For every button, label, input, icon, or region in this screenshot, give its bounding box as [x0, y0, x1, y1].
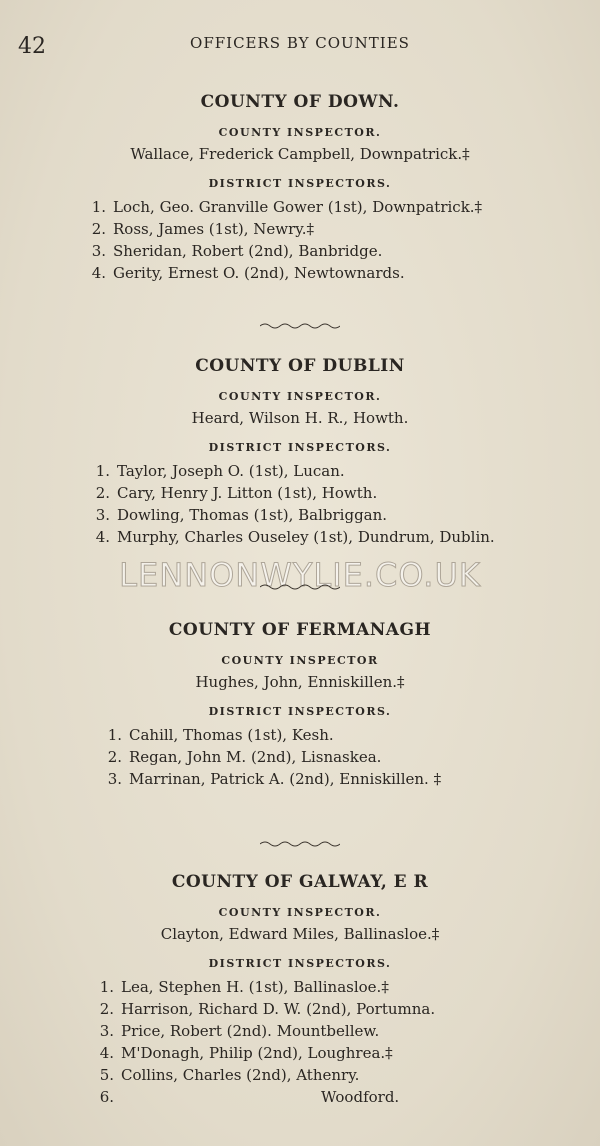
item-text: Price, Robert (2nd). Mountbellew.	[121, 1022, 380, 1040]
list-item	[92, 1042, 600, 1064]
list-item	[92, 1086, 600, 1108]
district-inspectors-heading: DISTRICT INSPECTORS.	[208, 441, 392, 454]
item-number: 3.	[99, 1022, 114, 1040]
county-inspector-heading: COUNTY INSPECTOR.	[218, 126, 382, 139]
item-text: Murphy, Charles Ouseley (1st), Dundrum, Dublin.	[117, 528, 495, 546]
item-text: M'Donagh, Philip (2nd), Loughrea.‡	[121, 1044, 393, 1062]
county-title: COUNTY OF DUBLIN	[195, 356, 405, 376]
item-text: Gerity, Ernest O. (2nd), Newtownards.	[113, 264, 405, 282]
list-item	[88, 482, 600, 504]
list-item	[84, 218, 600, 240]
item-number: 2.	[91, 220, 106, 238]
district-inspectors-heading: DISTRICT INSPECTORS.	[208, 177, 392, 190]
section-divider	[0, 322, 600, 330]
list-item	[92, 998, 600, 1020]
item-number: 3.	[91, 242, 106, 260]
item-number: 1.	[91, 198, 106, 216]
item-number: 4.	[95, 528, 110, 546]
list-item	[92, 1064, 600, 1086]
item-text: Taylor, Joseph O. (1st), Lucan.	[117, 462, 345, 480]
item-number: 1.	[99, 978, 114, 996]
item-text: Loch, Geo. Granville Gower (1st), Downpatrick.‡	[113, 198, 483, 216]
item-number: 5.	[99, 1066, 114, 1084]
section-county-dublin	[0, 356, 600, 548]
county-inspector-heading: COUNTY INSPECTOR	[221, 654, 379, 667]
county-inspector-heading: COUNTY INSPECTOR.	[218, 390, 382, 403]
watermark: LENNONWYLIE.CO.UK	[119, 556, 481, 594]
district-inspectors-list	[92, 976, 600, 1108]
district-inspectors-heading: DISTRICT INSPECTORS.	[208, 957, 392, 970]
item-text: Woodford.	[321, 1088, 400, 1106]
item-text: Lea, Stephen H. (1st), Ballinasloe.‡	[121, 978, 389, 996]
item-number: 3.	[107, 770, 122, 788]
section-divider	[0, 840, 600, 848]
county-title: COUNTY OF GALWAY, E R	[171, 872, 429, 892]
item-number: 4.	[99, 1044, 114, 1062]
item-number: 3.	[95, 506, 110, 524]
item-text: Harrison, Richard D. W. (2nd), Portumna.	[121, 1000, 436, 1018]
item-number: 4.	[91, 264, 106, 282]
running-head	[0, 30, 600, 64]
county-inspector-heading: COUNTY INSPECTOR.	[218, 906, 382, 919]
district-inspectors-heading: DISTRICT INSPECTORS.	[208, 705, 392, 718]
item-number: 1.	[107, 726, 122, 744]
item-text: Marrinan, Patrick A. (2nd), Enniskillen. ‡	[129, 770, 442, 788]
item-text: Cahill, Thomas (1st), Kesh.	[129, 726, 334, 744]
section-county-galway-er	[0, 872, 600, 1108]
item-text: Regan, John M. (2nd), Lisnaskea.	[129, 748, 382, 766]
list-item	[88, 504, 600, 526]
list-item	[100, 746, 600, 768]
list-item	[88, 526, 600, 548]
item-number: 6.	[99, 1088, 114, 1106]
county-inspector-name: Wallace, Frederick Campbell, Downpatrick.‡	[130, 145, 470, 163]
item-text: Cary, Henry J. Litton (1st), Howth.	[117, 484, 378, 502]
item-number: 2.	[99, 1000, 114, 1018]
county-inspector-name: Hughes, John, Enniskillen.‡	[195, 673, 405, 691]
district-inspectors-list	[100, 724, 600, 790]
page-number: 42	[18, 34, 46, 59]
item-text: Sheridan, Robert (2nd), Banbridge.	[113, 242, 383, 260]
list-item	[92, 1020, 600, 1042]
list-item	[84, 262, 600, 284]
item-text: Ross, James (1st), Newry.‡	[113, 220, 315, 238]
list-item	[92, 976, 600, 998]
district-inspectors-list	[84, 196, 600, 284]
county-inspector-name: Heard, Wilson H. R., Howth.	[191, 409, 409, 427]
section-county-fermanagh	[0, 620, 600, 790]
section-county-down	[0, 92, 600, 284]
list-item	[100, 724, 600, 746]
list-item	[88, 460, 600, 482]
item-text: Collins, Charles (2nd), Athenry.	[121, 1066, 360, 1084]
item-number: 2.	[95, 484, 110, 502]
list-item	[84, 240, 600, 262]
running-title: OFFICERS BY COUNTIES	[190, 34, 410, 52]
item-text: Dowling, Thomas (1st), Balbriggan.	[117, 506, 388, 524]
county-inspector-name: Clayton, Edward Miles, Ballinasloe.‡	[160, 925, 440, 943]
district-inspectors-list	[88, 460, 600, 548]
item-number: 2.	[107, 748, 122, 766]
list-item	[100, 768, 600, 790]
county-title: COUNTY OF FERMANAGH	[168, 620, 432, 640]
item-number: 1.	[95, 462, 110, 480]
county-title: COUNTY OF DOWN.	[200, 92, 400, 112]
list-item	[84, 196, 600, 218]
section-divider	[0, 583, 600, 591]
